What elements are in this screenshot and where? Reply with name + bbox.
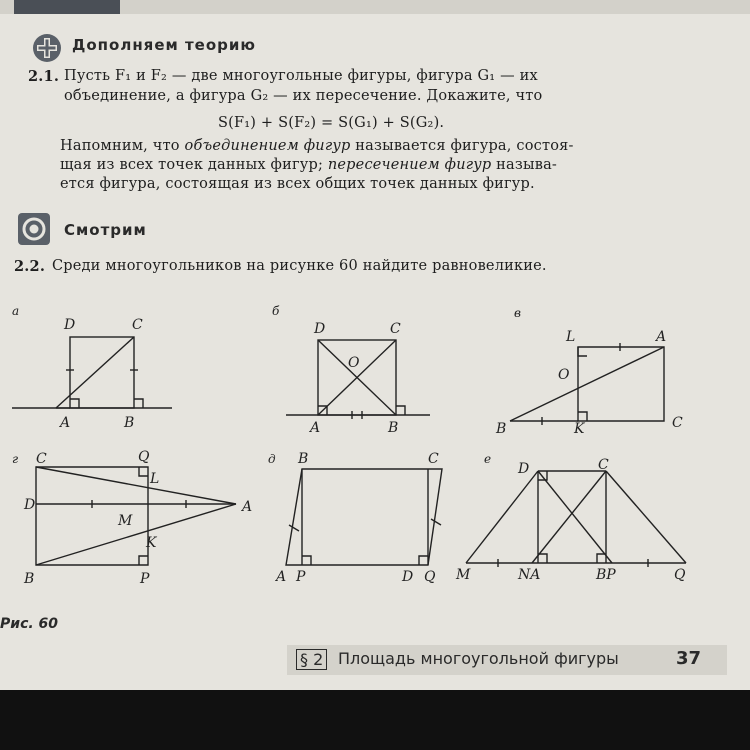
panel-e-right-angle-P — [597, 554, 606, 563]
panel-v — [510, 343, 664, 425]
panel-e-line-DP — [538, 471, 612, 563]
top-tab — [14, 0, 120, 14]
g-label-B: B — [24, 571, 35, 587]
page-number: 37 — [676, 648, 702, 669]
panel-e-line-CA — [532, 471, 606, 563]
b-label-C: C — [390, 321, 401, 337]
g-label-A: A — [242, 499, 253, 515]
d-label-P: P — [296, 569, 306, 585]
panel-label-g: г — [12, 452, 19, 466]
panel-label-b: б — [272, 304, 280, 318]
g-label-P: P — [140, 571, 150, 587]
panel-a-right-angle-B — [134, 399, 143, 408]
panel-d-tick-left — [289, 525, 299, 531]
g-label-L: L — [150, 471, 160, 487]
panel-d-right-angle-P — [302, 556, 311, 565]
watch-header: Смотрим — [64, 221, 147, 239]
panel-g-right-angle-P — [139, 556, 148, 565]
note-intersection-term: пересечением фигур — [327, 157, 492, 173]
bottom-shadow — [0, 690, 750, 750]
top-band — [0, 0, 750, 14]
panel-label-v: в — [514, 306, 521, 320]
d-label-A: A — [276, 569, 287, 585]
panel-d-right-angle-Q — [419, 556, 428, 565]
e-label-BP: BP — [596, 567, 616, 583]
e-label-NA: NA — [518, 567, 541, 583]
problem-2-1-line2: объединение, а фигура G₂ — их пересечение. Докажите, что — [64, 88, 543, 104]
b-label-A: A — [310, 420, 321, 436]
panel-a-right-angle-A — [70, 399, 79, 408]
note-line1-c: называется фигура, состоя- — [350, 138, 574, 154]
d-label-Q: Q — [424, 569, 436, 585]
d-label-C: C — [428, 451, 439, 467]
note-line2 — [60, 157, 557, 173]
note-line2-c: называ- — [491, 157, 558, 173]
panel-v-diagonal — [510, 347, 664, 421]
e-label-M: M — [456, 567, 471, 583]
panel-d-parallelogram — [286, 469, 442, 565]
theory-plus-icon — [32, 33, 62, 63]
panel-v-rectangle — [578, 347, 664, 421]
a-label-A: A — [60, 415, 71, 431]
v-label-B: B — [496, 421, 507, 437]
problem-2-1-line1: Пусть F₁ и F₂ — две многоугольные фигуры, фигура G₁ — их — [64, 68, 538, 84]
footer-section: § 2 — [296, 649, 327, 670]
g-label-C: C — [36, 451, 47, 467]
b-label-O: O — [348, 355, 360, 371]
panel-label-d: д — [268, 452, 276, 466]
panel-d-tick-right — [431, 519, 441, 525]
problem-2-1-formula: S(F₁) + S(F₂) = S(G₁) + S(G₂). — [218, 115, 445, 131]
theory-header: Дополняем теорию — [72, 36, 256, 54]
d-label-D: D — [402, 569, 414, 585]
problem-2-2-number: 2.2. — [14, 258, 46, 275]
panel-g-line-BA — [36, 504, 236, 565]
note-union-term: объединением фигур — [184, 138, 351, 154]
panel-a-diagonal — [56, 337, 134, 408]
a-label-B: B — [124, 415, 135, 431]
footer-title: Площадь многоугольной фигуры — [338, 649, 619, 668]
e-label-D: D — [518, 461, 530, 477]
g-label-Q: Q — [138, 449, 150, 465]
panel-a-rectangle — [70, 337, 134, 408]
v-label-O: O — [558, 367, 570, 383]
e-label-Q: Q — [674, 567, 686, 583]
b-label-B: B — [388, 420, 399, 436]
watch-target-icon — [18, 213, 50, 245]
panel-label-e: е — [484, 452, 492, 466]
panel-g — [36, 467, 236, 565]
v-label-K: K — [574, 421, 585, 437]
b-label-D: D — [314, 321, 326, 337]
figure-caption: Рис. 60 — [0, 616, 59, 632]
note-line3: ется фигура, состоящая из всех общих точек данных фигур. — [60, 176, 535, 192]
g-label-D: D — [24, 497, 36, 513]
panel-e-side-QC — [606, 471, 686, 563]
panel-a — [12, 337, 172, 408]
panel-d — [286, 469, 442, 565]
problem-2-1-number: 2.1. — [28, 68, 60, 85]
note-line1-a: Напомним, что — [60, 138, 185, 154]
a-label-C: C — [132, 317, 143, 333]
panel-v-right-angle-L — [578, 347, 587, 356]
panel-e-side-MD — [466, 471, 538, 563]
g-label-M: M — [118, 513, 133, 529]
panel-b — [286, 340, 430, 419]
problem-2-2-text: Среди многоугольников на рисунке 60 найдите равновеликие. — [52, 258, 547, 274]
a-label-D: D — [64, 317, 76, 333]
panel-e — [466, 471, 686, 567]
panel-g-line-CA — [36, 467, 236, 504]
e-label-C: C — [598, 457, 609, 473]
note-line1 — [60, 138, 574, 154]
figure-60 — [0, 295, 750, 625]
panel-b-right-angle-B — [396, 406, 405, 415]
panel-label-a: а — [12, 304, 20, 318]
panel-v-right-angle-K — [578, 412, 587, 421]
v-label-A: A — [656, 329, 667, 345]
panel-g-right-angle-Q — [139, 467, 148, 476]
d-label-B: B — [298, 451, 309, 467]
v-label-L: L — [566, 329, 576, 345]
g-label-K: K — [146, 535, 157, 551]
panel-e-right-angle-N — [538, 554, 547, 563]
v-label-C: C — [672, 415, 683, 431]
note-line2-a: щая из всех точек данных фигур; — [60, 157, 328, 173]
